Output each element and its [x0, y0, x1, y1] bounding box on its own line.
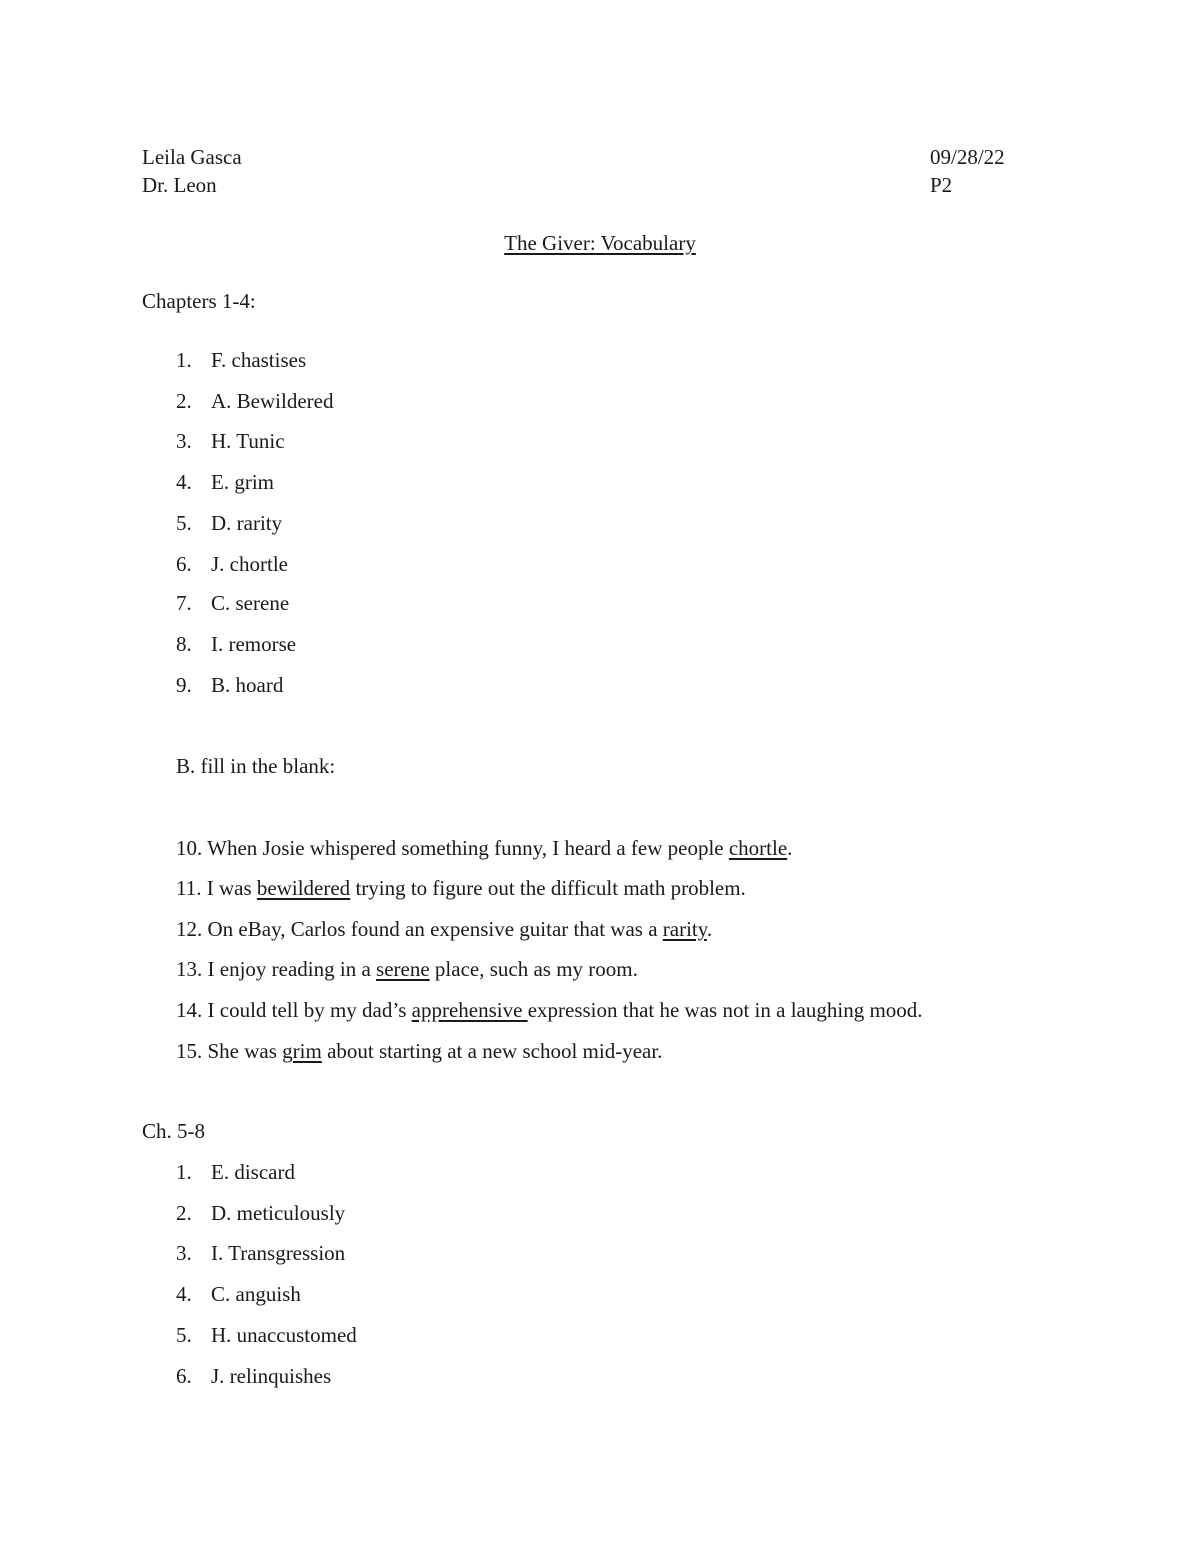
answer-word: apprehensive: [411, 998, 528, 1022]
fill-in-number: 15. She was grim about starting at a new school mid-year.: [176, 1039, 663, 1063]
answer-word: grim: [282, 1039, 322, 1063]
list-text: I. Transgression: [211, 1241, 346, 1265]
list-text: B. hoard: [211, 673, 284, 697]
fill-in-number: 11. I was bewildered trying to figure out the difficult math problem.: [176, 876, 746, 900]
fill-in-heading: B. fill in the blank:: [176, 754, 336, 778]
list-text: H. Tunic: [211, 429, 285, 453]
list-number: 5.: [176, 511, 192, 535]
answer-word: bewildered: [256, 876, 351, 900]
list-number: 8.: [176, 632, 192, 656]
list-text: H. unaccustomed: [211, 1323, 357, 1347]
list-text: E. grim: [211, 470, 274, 494]
list-number: 9.: [176, 673, 192, 697]
list-number: 4.: [176, 1282, 192, 1306]
list-text: D. rarity: [211, 511, 283, 535]
list-number: 4.: [176, 470, 192, 494]
list-number: 6.: [176, 1364, 192, 1388]
list-number: 2.: [176, 389, 192, 413]
list-text: J. chortle: [211, 552, 288, 576]
fill-in-number: 10. When Josie whispered something funny, I heard a few people chortle.: [176, 836, 793, 860]
list-text: F. chastises: [211, 348, 307, 372]
list-text: C. serene: [211, 591, 290, 615]
list-text: J. relinquishes: [211, 1364, 332, 1388]
answer-word: serene: [376, 957, 430, 981]
answer-word: rarity: [662, 917, 707, 941]
list-number: 7.: [176, 591, 192, 615]
fill-in-number: 13. I enjoy reading in a serene place, such as my room.: [176, 957, 638, 981]
list-number: 1.: [176, 1160, 192, 1184]
fill-in-number: 14. I could tell by my dad’s apprehensive expression that he was not in a laughing mood.: [176, 998, 923, 1022]
section1-heading: Chapters 1-4:: [142, 289, 256, 313]
list-number: 5.: [176, 1323, 192, 1347]
list-text: C. anguish: [211, 1282, 301, 1306]
list-number: 6.: [176, 552, 192, 576]
period: P2: [930, 173, 953, 197]
list-text: A. Bewildered: [211, 389, 334, 413]
fill-in-number: 12. On eBay, Carlos found an expensive guitar that was a rarity.: [176, 917, 713, 941]
list-text: E. discard: [211, 1160, 295, 1184]
list-text: D. meticulously: [211, 1201, 346, 1225]
student-name: Leila Gasca: [142, 145, 242, 169]
date: 09/28/22: [930, 145, 1005, 169]
list-number: 1.: [176, 348, 192, 372]
page-title: The Giver: Vocabulary: [504, 231, 696, 255]
answer-word: chortle: [728, 836, 788, 860]
list-number: 2.: [176, 1201, 192, 1225]
list-text: I. remorse: [211, 632, 297, 656]
list-number: 3.: [176, 429, 192, 453]
teacher-name: Dr. Leon: [142, 173, 217, 197]
list-number: 3.: [176, 1241, 192, 1265]
section2-heading: Ch. 5-8: [142, 1119, 205, 1143]
